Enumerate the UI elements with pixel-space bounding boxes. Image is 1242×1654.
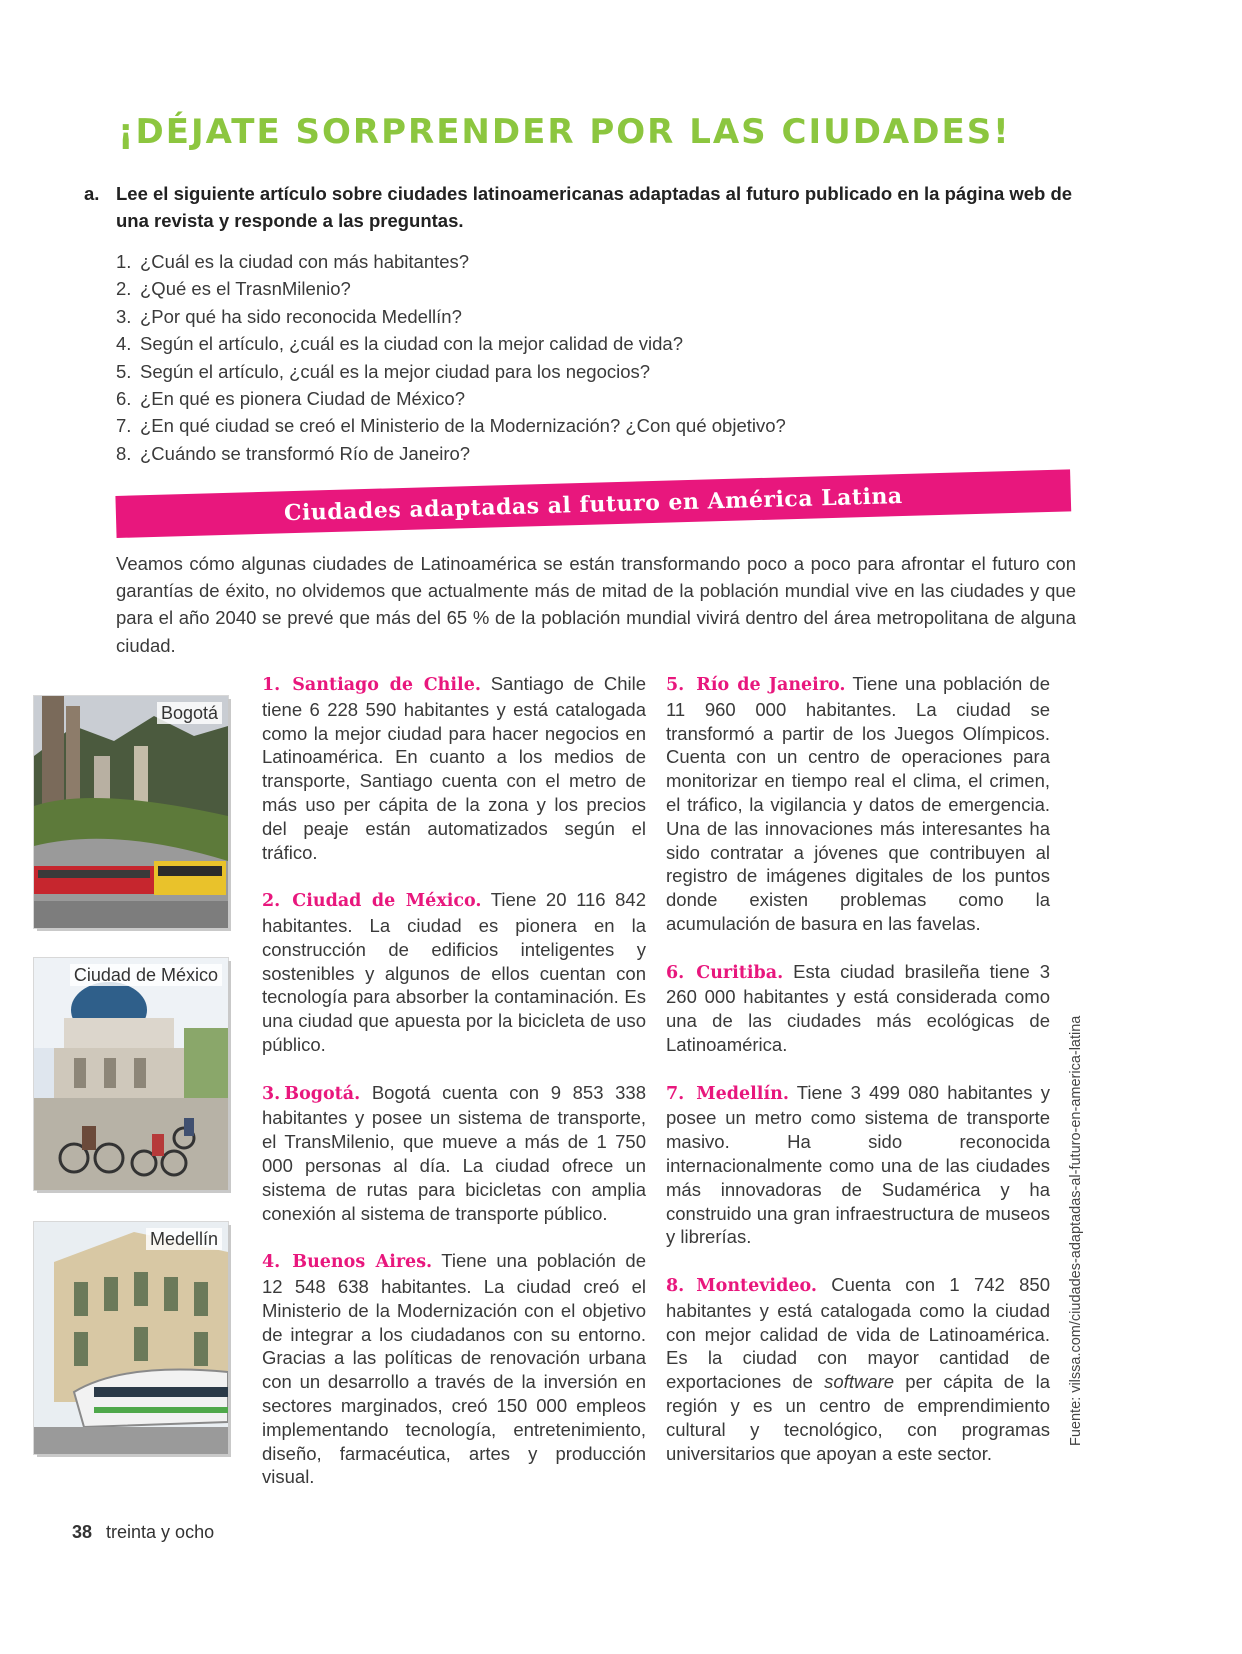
ciudad-de-mexico-image xyxy=(34,958,228,1190)
question-item xyxy=(116,275,1016,302)
city-text: Tiene una población de 11 960 000 habitantes. La ciudad se transformó a partir de los Juegos Olímpicos. Cuenta con un centro de operaciones para monitorizar en tiempo real el clima, el crimen, el tráfico, la vigilancia y datos de emergencia. Una de las innovaciones más interesantes ha sido contratar a jóvenes que contribuyen al registro de imágenes digitales de los puntos donde existen problemas como la acumulación de basura en las favelas. xyxy=(666,673,1050,934)
question-number: 6. xyxy=(116,388,132,410)
article-column-left xyxy=(262,672,646,1513)
city-name: Ciudad de México. xyxy=(292,891,482,912)
question-item xyxy=(116,412,1016,439)
city-entry xyxy=(262,1249,646,1489)
city-name: Río de Janeiro. xyxy=(696,675,846,695)
city-text: Tiene 3 499 080 habitantes y posee un metro como sistema de transporte masivo. Ha sido reconocida internacionalmente como una de las ciudades más innovadoras de Sudamérica y ha construido una gran infraestructura de museos y librerías. xyxy=(666,1081,1051,1248)
question-text: ¿Cuál es la ciudad con más habitantes? xyxy=(140,251,470,272)
article-heading: Ciudades adaptadas al futuro en América Latina xyxy=(283,483,903,527)
city-entry xyxy=(666,960,1050,1057)
photo-ciudad-de-mexico xyxy=(34,958,228,1190)
instruction xyxy=(84,180,1094,234)
photo-bogota xyxy=(34,696,228,928)
photo-medellin xyxy=(34,1222,228,1454)
article-column-right xyxy=(666,672,1050,1489)
question-item xyxy=(116,385,1016,412)
city-name: Santiago de Chile. xyxy=(292,675,481,695)
question-item xyxy=(116,440,1016,467)
city-text: Tiene 20 116 842 habitantes. La ciudad es pionera en la construcción de edificios inteligentes y sostenibles y algunos de ellos cuentan con tecnología para absorber la contaminación. Es una ciudad que apuesta por la bicicleta de uso público. xyxy=(262,889,647,1055)
city-text-italic: software xyxy=(824,1371,895,1393)
question-text: Según el artículo, ¿cuál es la mejor ciudad para los negocios? xyxy=(140,360,651,382)
question-text: ¿Cuándo se transformó Río de Janeiro? xyxy=(140,442,471,464)
question-number: 3. xyxy=(116,305,132,327)
question-number: 8. xyxy=(116,442,132,464)
question-number: 7. xyxy=(116,415,132,437)
article-source: Fuente: vilssa.com/ciudades-adaptadas-al-futuro-en-america-latina xyxy=(1068,1015,1084,1446)
question-number: 1. xyxy=(116,251,132,272)
question-item xyxy=(116,330,1016,357)
page-footer xyxy=(72,1522,214,1543)
medellin-image xyxy=(34,1222,228,1454)
question-item xyxy=(116,303,1016,330)
city-entry xyxy=(262,672,646,864)
city-number: 2. xyxy=(262,891,281,912)
page-title: ¡DÉJATE SORPRENDER POR LAS CIUDADES! xyxy=(118,112,1011,152)
city-name: Curitiba. xyxy=(696,962,784,983)
city-number: 4. xyxy=(262,1252,281,1273)
question-item xyxy=(116,248,1016,275)
city-text: Bogotá cuenta con 9 853 338 habitantes y posee un sistema de transporte, el TransMilenio, que mueve a más de 1 750 000 personas al día. La ciudad ofrece un sistema de rutas para bicicletas con amplia conexión al sistema de transporte público. xyxy=(262,1081,647,1224)
city-name: Medellín. xyxy=(696,1083,789,1104)
question-text: ¿En qué ciudad se creó el Ministerio de la Modernización? ¿Con qué objetivo? xyxy=(140,415,786,437)
city-entry xyxy=(666,1081,1050,1250)
question-text: ¿Por qué ha sido reconocida Medellín? xyxy=(140,305,462,327)
photo-label: Medellín xyxy=(146,1228,222,1250)
instruction-text: Lee el siguiente artículo sobre ciudades latinoamericanas adaptadas al futuro publicado en la página web de una revista y responde a las preguntas. xyxy=(116,183,1073,231)
city-number: 5. xyxy=(666,675,685,695)
question-number: 2. xyxy=(116,278,132,300)
question-list xyxy=(116,248,1016,467)
city-number: 8. xyxy=(666,1275,685,1296)
photo-label: Bogotá xyxy=(157,702,222,724)
question-number: 4. xyxy=(116,333,132,355)
page-number: 38 xyxy=(72,1522,93,1542)
city-name: Montevideo. xyxy=(696,1275,817,1296)
city-text: per cápita de la región y es un centro de emprendimiento cultural y tecnológico, con programas universitarios que apoyan a este sector. xyxy=(666,1371,1050,1464)
city-text: Cuenta con 1 742 850 habitantes y está catalogada como la ciudad con mejor calidad de vida de Latinoamérica. Es la ciudad con mayor cantidad de exportaciones de xyxy=(666,1273,1050,1393)
city-entry xyxy=(666,672,1050,936)
article-intro: Veamos cómo algunas ciudades de Latinoamérica se están transformando poco a poco para afrontar el futuro con garantías de éxito, no olvidemos que actualmente más de mitad de la población mundial vive en las ciudades y que para el año 2040 se prevé que más del 65 % de la población mundial vivirá dentro del área metropolitana de alguna ciudad. xyxy=(116,553,1076,656)
question-text: ¿Qué es el TrasnMilenio? xyxy=(140,278,351,300)
question-text: Según el artículo, ¿cuál es la ciudad con la mejor calidad de vida? xyxy=(140,333,683,355)
city-entry xyxy=(262,1081,646,1226)
question-item xyxy=(116,358,1016,385)
photo-label: Ciudad de México xyxy=(70,964,222,986)
city-entry xyxy=(262,888,646,1057)
city-name: Buenos Aires. xyxy=(292,1252,433,1273)
city-entry xyxy=(666,1273,1050,1465)
instruction-letter: a. xyxy=(84,183,100,204)
bogota-image xyxy=(34,696,228,928)
city-text: Esta ciudad brasileña tiene 3 260 000 habitantes y está considerada como una de las ciudades más ecológicas de Latinoamérica. xyxy=(666,960,1051,1055)
city-number: 1. xyxy=(262,675,281,695)
city-text: Tiene una población de 12 548 638 habitantes. La ciudad creó el Ministerio de la Modernización con el objetivo de integrar a los ciudadanos con su entorno. Gracias a las políticas de renovación urbana con un desarrollo a través de la inversión en sectores marginados, creó 150 000 empleos implementando tecnología, entretenimiento, diseño, farmacéutica, artes y producción visual. xyxy=(262,1250,646,1488)
question-text: ¿En qué es pionera Ciudad de México? xyxy=(140,388,465,410)
city-number: 7. xyxy=(666,1083,685,1104)
city-number: 3. xyxy=(262,1083,281,1104)
page-number-words: treinta y ocho xyxy=(106,1522,215,1542)
city-text: Santiago de Chile tiene 6 228 590 habitantes y está catalogada como la mejor ciudad para hacer negocios en Latinoamérica. En cuanto a los medios de transporte, Santiago cuenta con el metro de más uso per cápita de la zona y los precios del peaje están automatizados según el tráfico. xyxy=(262,673,646,863)
city-number: 6. xyxy=(666,962,685,983)
question-number: 5. xyxy=(116,360,132,382)
city-name: Bogotá. xyxy=(284,1083,361,1104)
